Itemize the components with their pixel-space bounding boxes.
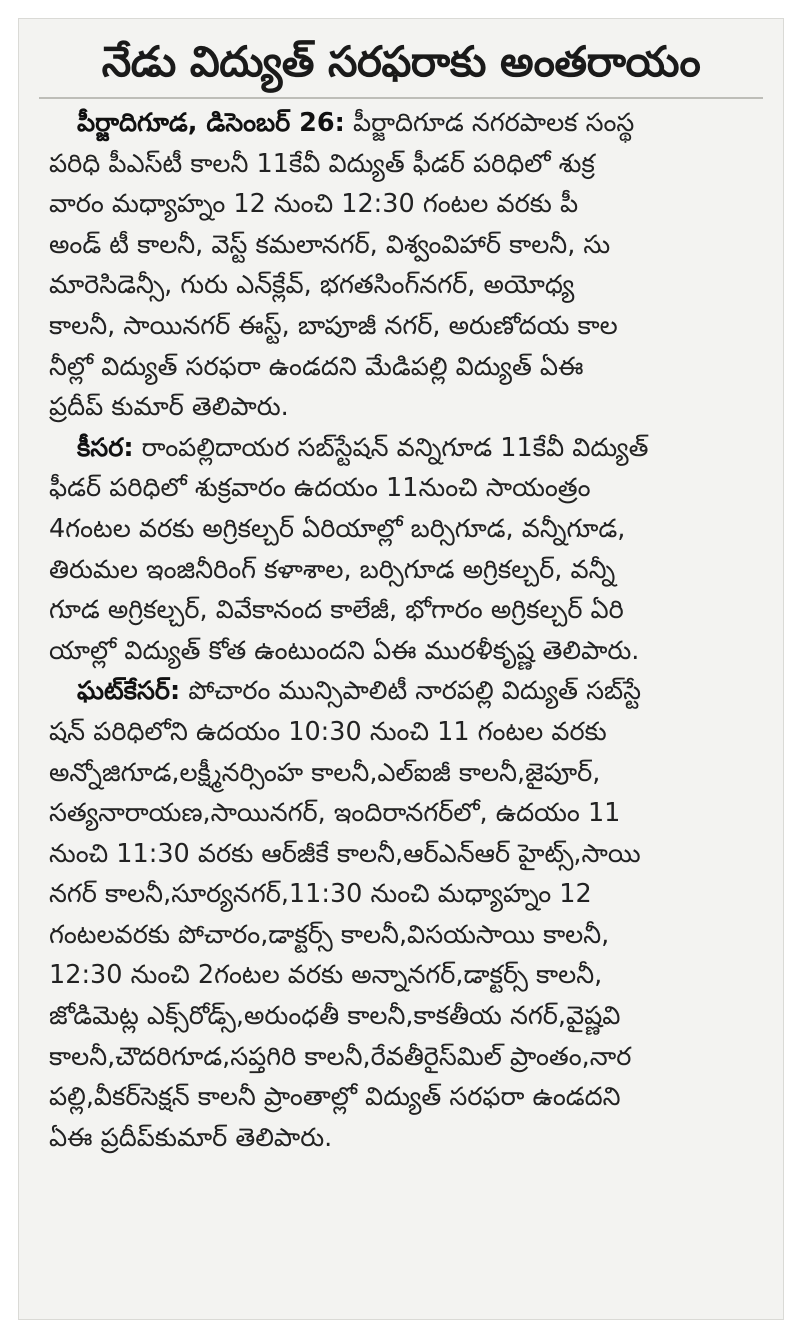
text-line: మారెసిడెన్సీ, గురు ఎన్‌క్లేవ్, భగతసింగ్‌నగర్, అయోధ్య (49, 270, 575, 301)
text-line: షన్ పరిధిలోని ఉదయం 10:30 నుంచి 11 గంటల వరకు (49, 716, 607, 747)
dateline: కీసర: (77, 432, 134, 463)
paragraph-ghatkesar (49, 671, 761, 1158)
text-line (49, 103, 761, 144)
headline-divider (39, 97, 763, 99)
text-line: 12:30 నుంచి 2గంటల వరకు అన్నానగర్,డాక్టర్స్ కాలనీ, (49, 960, 603, 991)
dateline: ఘట్‌కేసర్: (77, 676, 181, 707)
news-clipping (18, 18, 784, 1320)
text-line: వారం మధ్యాహ్నం 12 నుంచి 12:30 గంటల వరకు పీ (49, 189, 579, 220)
text-line-content: పోచారం మున్సిపాలిటీ నారపల్లి విద్యుత్ సబ్‌స్టే (188, 676, 642, 707)
text-line: గూడ అగ్రికల్చర్, వివేకానంద కాలేజీ, భోగారం అగ్రికల్చర్ ఏరి (49, 595, 624, 626)
text-line: తిరుమల ఇంజినీరింగ్ కళాశాల, బర్సిగూడ అగ్రికల్చర్, వన్నీ (49, 554, 616, 585)
article-body (19, 103, 783, 1158)
dateline: పీర్జాదిగూడ, డిసెంబర్ 26: (77, 108, 345, 138)
text-line: యాల్లో విద్యుత్ కోత ఉంటుందని ఏఈ మురళీకృష్ణ తెలిపారు. (49, 635, 640, 666)
paragraph-keesara (49, 428, 761, 672)
text-line: గంటలవరకు పోచారం,డాక్టర్స్ కాలనీ,విసయసాయి కాలనీ, (49, 919, 610, 950)
text-line (49, 428, 761, 469)
text-line: ప్రదీప్ కుమార్ తెలిపారు. (49, 392, 289, 423)
text-line: పరిధి పీఎస్‌టీ కాలనీ 11కేవీ విద్యుత్ ఫీడర్ పరిధిలో శుక్ర (49, 148, 595, 179)
text-line: నుంచి 11:30 వరకు ఆర్‌జీకే కాలనీ,ఆర్ఎన్ఆర్ హైట్స్,సాయి (49, 838, 641, 869)
text-line: సత్యనారాయణ,సాయినగర్, ఇందిరానగర్‌లో, ఉదయం 11 (49, 798, 621, 829)
text-line: 4గంటల వరకు అగ్రికల్చర్ ఏరియాల్లో బర్సిగూడ, వన్నీగూడ, (49, 513, 626, 544)
text-line: నగర్ కాలనీ,సూర్యనగర్,11:30 నుంచి మధ్యాహ్నం 12 (49, 879, 592, 910)
text-line: అండ్ టీ కాలనీ, వెస్ట్ కమలానగర్, విశ్వంవిహార్ కాలనీ, సు (49, 229, 611, 260)
text-line: ఏఈ ప్రదీప్‌కుమార్ తెలిపారు. (49, 1122, 333, 1153)
headline: నేడు విద్యుత్ సరఫరాకు అంతరాయం (101, 37, 701, 86)
paragraph-peerzadiguda (49, 103, 761, 428)
text-line: పల్లి,వీకర్‌సెక్షన్ కాలనీ ప్రాంతాల్లో విద్యుత్ సరఫరా ఉండదని (49, 1082, 621, 1113)
text-line: కాలనీ,చౌదరిగూడ,సప్తగిరి కాలనీ,రేవతీరైస్‌మిల్ ప్రాంతం,నార (49, 1041, 632, 1072)
text-line-content: పీర్జాదిగూడ నగరపాలక సంస్థ (352, 108, 635, 138)
text-line-content: రాంపల్లిదాయర సబ్‌స్టేషన్ వన్నిగూడ 11కేవీ విద్యుత్ (141, 432, 649, 463)
text-line: కాలనీ, సాయినగర్ ఈస్ట్, బాపూజీ నగర్, అరుణోదయ కాల (49, 310, 618, 341)
text-line: అన్నోజిగూడ,లక్ష్మీనర్సింహ కాలనీ,ఎల్ఐజీ కాలనీ,జైపూర్, (49, 757, 601, 788)
text-line (49, 671, 761, 712)
text-line: నీల్లో విద్యుత్ సరఫరా ఉండదని మేడిపల్లి విద్యుత్ ఏఈ (49, 351, 584, 382)
text-line: ఫీడర్ పరిధిలో శుక్రవారం ఉదయం 11నుంచి సాయంత్రం (49, 473, 591, 504)
text-line: జోడిమెట్ల ఎక్స్‌రోడ్స్,అరుంధతీ కాలనీ,కాకతీయ నగర్,వైష్ణవి (49, 1001, 621, 1032)
